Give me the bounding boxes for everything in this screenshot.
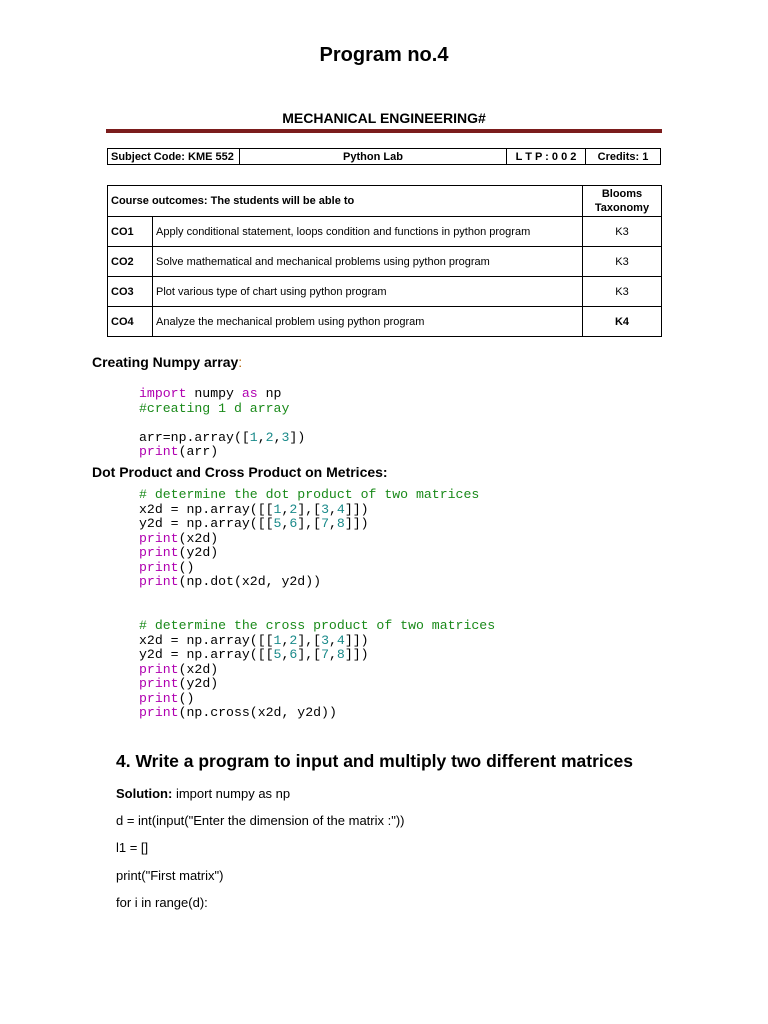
outcome-text: Plot various type of chart using python program: [153, 277, 583, 307]
outcome-text: Solve mathematical and mechanical problems using python program: [153, 247, 583, 277]
table-row: [108, 307, 662, 337]
outcome-code: CO2: [108, 247, 153, 277]
section-heading-numpy-colon: :: [238, 354, 243, 370]
code-block-cross-product: # determine the cross product of two matrices x2d = np.array([[1,2],[3,4]]) y2d = np.array([[5,6],[7,8]]) print(x2d) print(y2d) print() print(np.cross(x2d, y2d)): [139, 618, 496, 720]
department-heading: MECHANICAL ENGINEERING#: [282, 110, 486, 126]
outcome-code: CO1: [108, 217, 153, 247]
outcome-code: CO3: [108, 277, 153, 307]
outcome-level: K3: [583, 217, 662, 247]
outcomes-header: Course outcomes: The students will be able to: [108, 186, 583, 217]
solution-line: d = int(input("Enter the dimension of the matrix :")): [116, 813, 405, 828]
subject-credits: Credits: 1: [586, 149, 661, 165]
outcome-text: Analyze the mechanical problem using python program: [153, 307, 583, 337]
outcomes-table: [107, 185, 662, 337]
solution-line: [116, 786, 290, 801]
subject-name: Python Lab: [240, 149, 507, 165]
table-row: [108, 247, 662, 277]
header-rule: [106, 129, 662, 133]
blooms-header: Blooms Taxonomy: [583, 186, 662, 217]
solution-line: l1 = []: [116, 840, 149, 855]
solution-line: for i in range(d):: [116, 895, 208, 910]
subject-table: [107, 148, 661, 165]
outcome-text: Apply conditional statement, loops condition and functions in python program: [153, 217, 583, 247]
outcome-level: K3: [583, 277, 662, 307]
outcome-code: CO4: [108, 307, 153, 337]
subject-code: Subject Code: KME 552: [108, 149, 240, 165]
section-heading-numpy: [92, 354, 242, 370]
outcome-level: K4: [583, 307, 662, 337]
solution-text: import numpy as np: [175, 786, 291, 801]
section-heading-dot-cross: Dot Product and Cross Product on Metrices:: [92, 464, 388, 480]
subject-ltp: L T P : 0 0 2: [507, 149, 586, 165]
outcome-level: K3: [583, 247, 662, 277]
table-row: [108, 217, 662, 247]
code-block-create-array: import numpy as np #creating 1 d array arr=np.array([1,2,3]) print(arr): [139, 386, 306, 459]
page-title: Program no.4: [319, 44, 449, 66]
section-heading-numpy-text: Creating Numpy array: [92, 354, 239, 370]
solution-label: Solution:: [116, 786, 173, 801]
question-heading: 4. Write a program to input and multiply two different matrices: [116, 751, 633, 771]
code-block-dot-product: # determine the dot product of two matrices x2d = np.array([[1,2],[3,4]]) y2d = np.array([[5,6],[7,8]]) print(x2d) print(y2d) print() print(np.dot(x2d, y2d)): [139, 487, 480, 589]
solution-line: print("First matrix"): [116, 868, 224, 883]
table-row: [108, 277, 662, 307]
